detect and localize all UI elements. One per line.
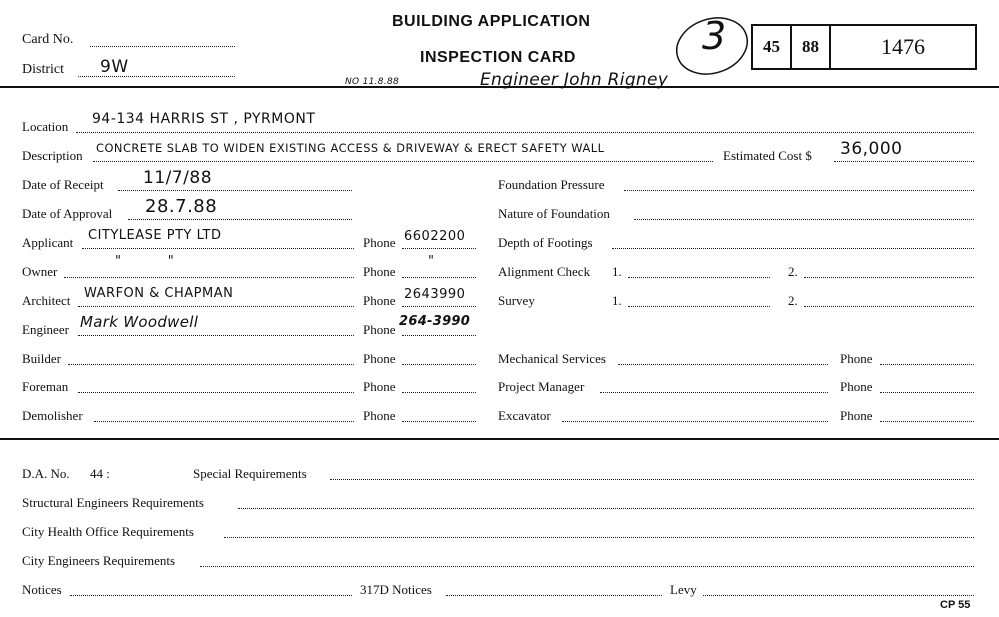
foreman-phone-line (402, 392, 476, 393)
engineer-phone-label: Phone (363, 322, 396, 337)
survey-2-line (804, 306, 974, 307)
alignment-check-2: 2. (788, 264, 798, 279)
da-no-label: D.A. No. (22, 466, 70, 481)
owner-label: Owner (22, 264, 58, 279)
owner-value: " " (115, 254, 175, 269)
builder-line (68, 364, 354, 365)
project-manager-label: Project Manager (498, 379, 585, 394)
box-year-part1: 45 (751, 24, 792, 70)
demolisher-label: Demolisher (22, 408, 83, 423)
architect-label: Architect (22, 293, 71, 308)
footer-rule (0, 438, 999, 440)
box-year-part2: 88 (790, 24, 831, 70)
city-engineers-line (200, 566, 974, 567)
demolisher-line (94, 421, 354, 422)
foreman-label: Foreman (22, 379, 69, 394)
engineer-phone-value: 264-3990 (399, 314, 471, 329)
applicant-phone-value: 6602200 (404, 229, 466, 244)
estimated-cost-value: 36,000 (840, 139, 903, 159)
title-line2: INSPECTION CARD (420, 49, 576, 66)
owner-phone-value: " (428, 254, 435, 269)
mechanical-services-line (618, 364, 828, 365)
engineer-line (78, 335, 354, 336)
depth-of-footings-line (612, 248, 974, 249)
alignment-check-2-line (804, 277, 974, 278)
excavator-phone-line (880, 421, 974, 422)
estimated-cost-label: Estimated Cost $ (723, 148, 812, 163)
applicant-phone-label: Phone (363, 235, 396, 250)
builder-label: Builder (22, 351, 61, 366)
special-requirements-label: Special Requirements (193, 466, 307, 481)
description-value: CONCRETE SLAB TO WIDEN EXISTING ACCESS & DRIVEWAY & ERECT SAFETY WALL (96, 141, 605, 155)
survey-2: 2. (788, 293, 798, 308)
owner-line (64, 277, 354, 278)
survey-1: 1. (612, 293, 622, 308)
notices-317d-line (446, 595, 662, 596)
levy-label: Levy (670, 582, 697, 597)
description-line (93, 161, 713, 162)
builder-phone-line (402, 364, 476, 365)
city-engineers-label: City Engineers Requirements (22, 553, 176, 568)
circled-number: 3 (702, 14, 727, 58)
project-manager-line (600, 392, 828, 393)
levy-line (703, 595, 974, 596)
project-manager-phone-label: Phone (840, 379, 873, 394)
structural-engineers-line (238, 508, 974, 509)
estimated-cost-line (834, 161, 974, 162)
mechanical-services-phone-line (880, 364, 974, 365)
note-no: NO 11.8.88 (345, 77, 400, 87)
notices-line (70, 595, 352, 596)
city-health-line (224, 537, 974, 538)
mechanical-services-label: Mechanical Services (498, 351, 606, 366)
alignment-check-1: 1. (612, 264, 622, 279)
structural-engineers-label: Structural Engineers Requirements (22, 495, 204, 510)
excavator-label: Excavator (498, 408, 551, 423)
card-no-line (90, 46, 235, 47)
depth-of-footings-label: Depth of Footings (498, 235, 593, 250)
demolisher-phone-line (402, 421, 476, 422)
date-of-receipt-label: Date of Receipt (22, 177, 104, 192)
location-line (76, 132, 974, 133)
architect-phone-label: Phone (363, 293, 396, 308)
box-card-number: 1476 (829, 24, 977, 70)
engineer-label: Engineer (22, 322, 69, 337)
survey-1-line (628, 306, 770, 307)
survey-label: Survey (498, 293, 535, 308)
architect-value: WARFON & CHAPMAN (84, 286, 234, 301)
engineer-phone-line (402, 335, 476, 336)
owner-phone-line (402, 277, 476, 278)
builder-phone-label: Phone (363, 351, 396, 366)
date-of-receipt-line (118, 190, 352, 191)
applicant-line (82, 248, 354, 249)
mechanical-services-phone-label: Phone (840, 351, 873, 366)
da-no-value: 44 : (90, 466, 110, 481)
date-of-approval-line (128, 219, 352, 220)
location-value: 94-134 HARRIS ST , PYRMONT (92, 111, 316, 127)
district-value: 9W (100, 57, 129, 77)
engineer-value: Mark Woodwell (80, 313, 199, 331)
alignment-check-label: Alignment Check (498, 264, 591, 279)
date-of-approval-value: 28.7.88 (145, 196, 218, 217)
foreman-phone-label: Phone (363, 379, 396, 394)
excavator-line (562, 421, 828, 422)
title-line1: BUILDING APPLICATION (392, 13, 591, 30)
foundation-pressure-label: Foundation Pressure (498, 177, 605, 192)
applicant-value: CITYLEASE PTY LTD (88, 228, 222, 243)
notices-317d-label: 317D Notices (360, 582, 432, 597)
nature-of-foundation-line (634, 219, 974, 220)
engineer-note: Engineer John Rigney (480, 70, 669, 90)
form-code: CP 55 (940, 599, 971, 611)
architect-line (78, 306, 354, 307)
demolisher-phone-label: Phone (363, 408, 396, 423)
owner-phone-label: Phone (363, 264, 396, 279)
district-label: District (22, 62, 64, 77)
applicant-label: Applicant (22, 235, 74, 250)
description-label: Description (22, 148, 83, 163)
card-no-label: Card No. (22, 32, 74, 47)
foreman-line (78, 392, 354, 393)
date-of-approval-label: Date of Approval (22, 206, 113, 221)
excavator-phone-label: Phone (840, 408, 873, 423)
header-rule (0, 86, 999, 88)
notices-label: Notices (22, 582, 62, 597)
project-manager-phone-line (880, 392, 974, 393)
architect-phone-value: 2643990 (404, 287, 466, 302)
date-of-receipt-value: 11/7/88 (143, 168, 213, 188)
location-label: Location (22, 119, 69, 134)
nature-of-foundation-label: Nature of Foundation (498, 206, 610, 221)
foundation-pressure-line (624, 190, 974, 191)
special-requirements-line (330, 479, 974, 480)
architect-phone-line (402, 306, 476, 307)
alignment-check-1-line (628, 277, 770, 278)
applicant-phone-line (402, 248, 476, 249)
city-health-label: City Health Office Requirements (22, 524, 194, 539)
